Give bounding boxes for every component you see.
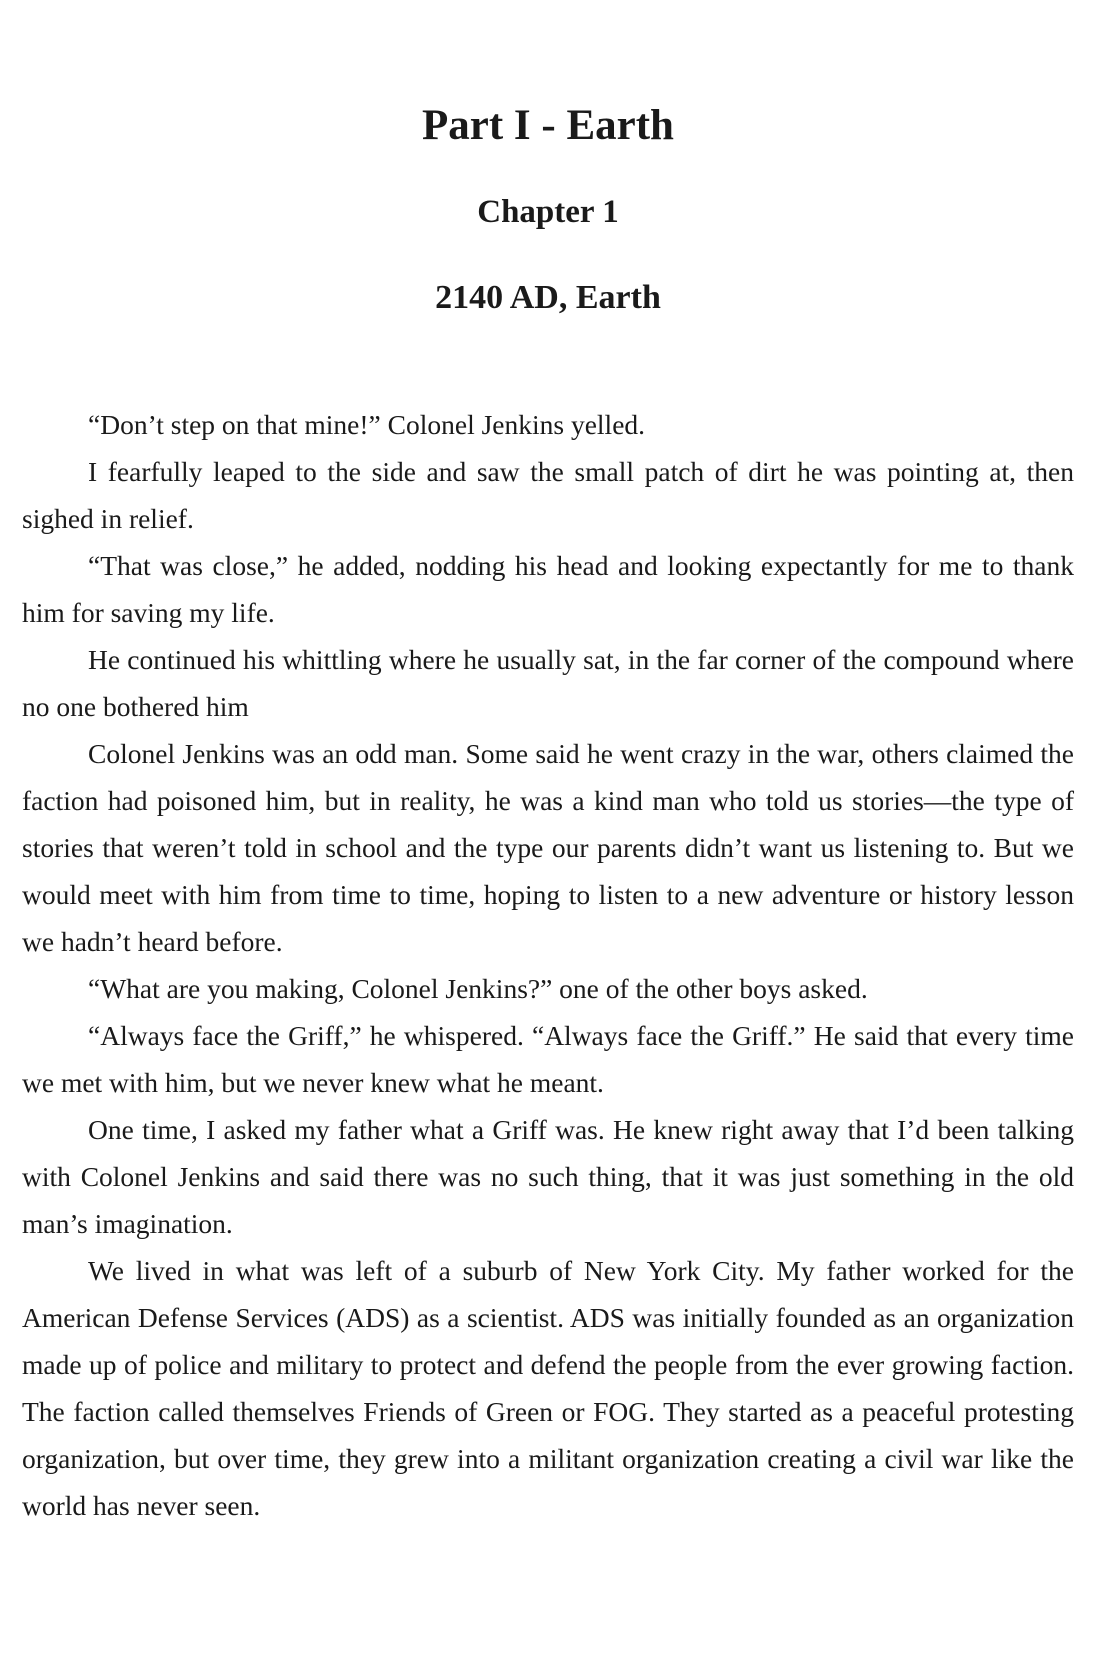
paragraph: “Don’t step on that mine!” Colonel Jenkins yelled. — [88, 409, 646, 440]
book-page — [22, 0, 1074, 1667]
paragraph: We lived in what was left of a suburb of New York City. My father worked for the American Defense Services (ADS) as a scientist. ADS was initially founded as an organization made up of police and military to protect and defend the people from the ever growing faction. The faction called themselves Friends of Green or FOG. They started as a peaceful protesting organization, but over time, they grew into a militant organization creating a civil war like the world has never seen. — [22, 1255, 1074, 1521]
paragraph: He continued his whittling where he usually sat, in the far corner of the compound where no one bothered him — [22, 644, 1074, 722]
body-text — [22, 401, 1074, 1529]
paragraph: Colonel Jenkins was an odd man. Some said he went crazy in the war, others claimed the faction had poisoned him, but in reality, he was a kind man who told us stories—the type of stories that weren’t told in school and the type our parents didn’t want us listening to. But we would meet with him from time to time, hoping to listen to a new adventure or history lesson we hadn’t heard before. — [22, 738, 1074, 957]
chapter-title: Chapter 1 — [477, 194, 619, 230]
paragraph: “What are you making, Colonel Jenkins?” one of the other boys asked. — [88, 973, 868, 1004]
paragraph: I fearfully leaped to the side and saw the small patch of dirt he was pointing at, then sighed in relief. — [22, 456, 1074, 534]
part-title: Part I - Earth — [422, 102, 674, 149]
paragraph: “Always face the Griff,” he whispered. “Always face the Griff.” He said that every time we met with him, but we never knew what he meant. — [22, 1020, 1074, 1098]
paragraph: “That was close,” he added, nodding his head and looking expectantly for me to thank him for saving my life. — [22, 550, 1074, 628]
paragraph: One time, I asked my father what a Griff was. He knew right away that I’d been talking with Colonel Jenkins and said there was no such thing, that it was just something in the old man’s imagination. — [22, 1114, 1074, 1239]
chapter-subtitle: 2140 AD, Earth — [435, 279, 661, 316]
